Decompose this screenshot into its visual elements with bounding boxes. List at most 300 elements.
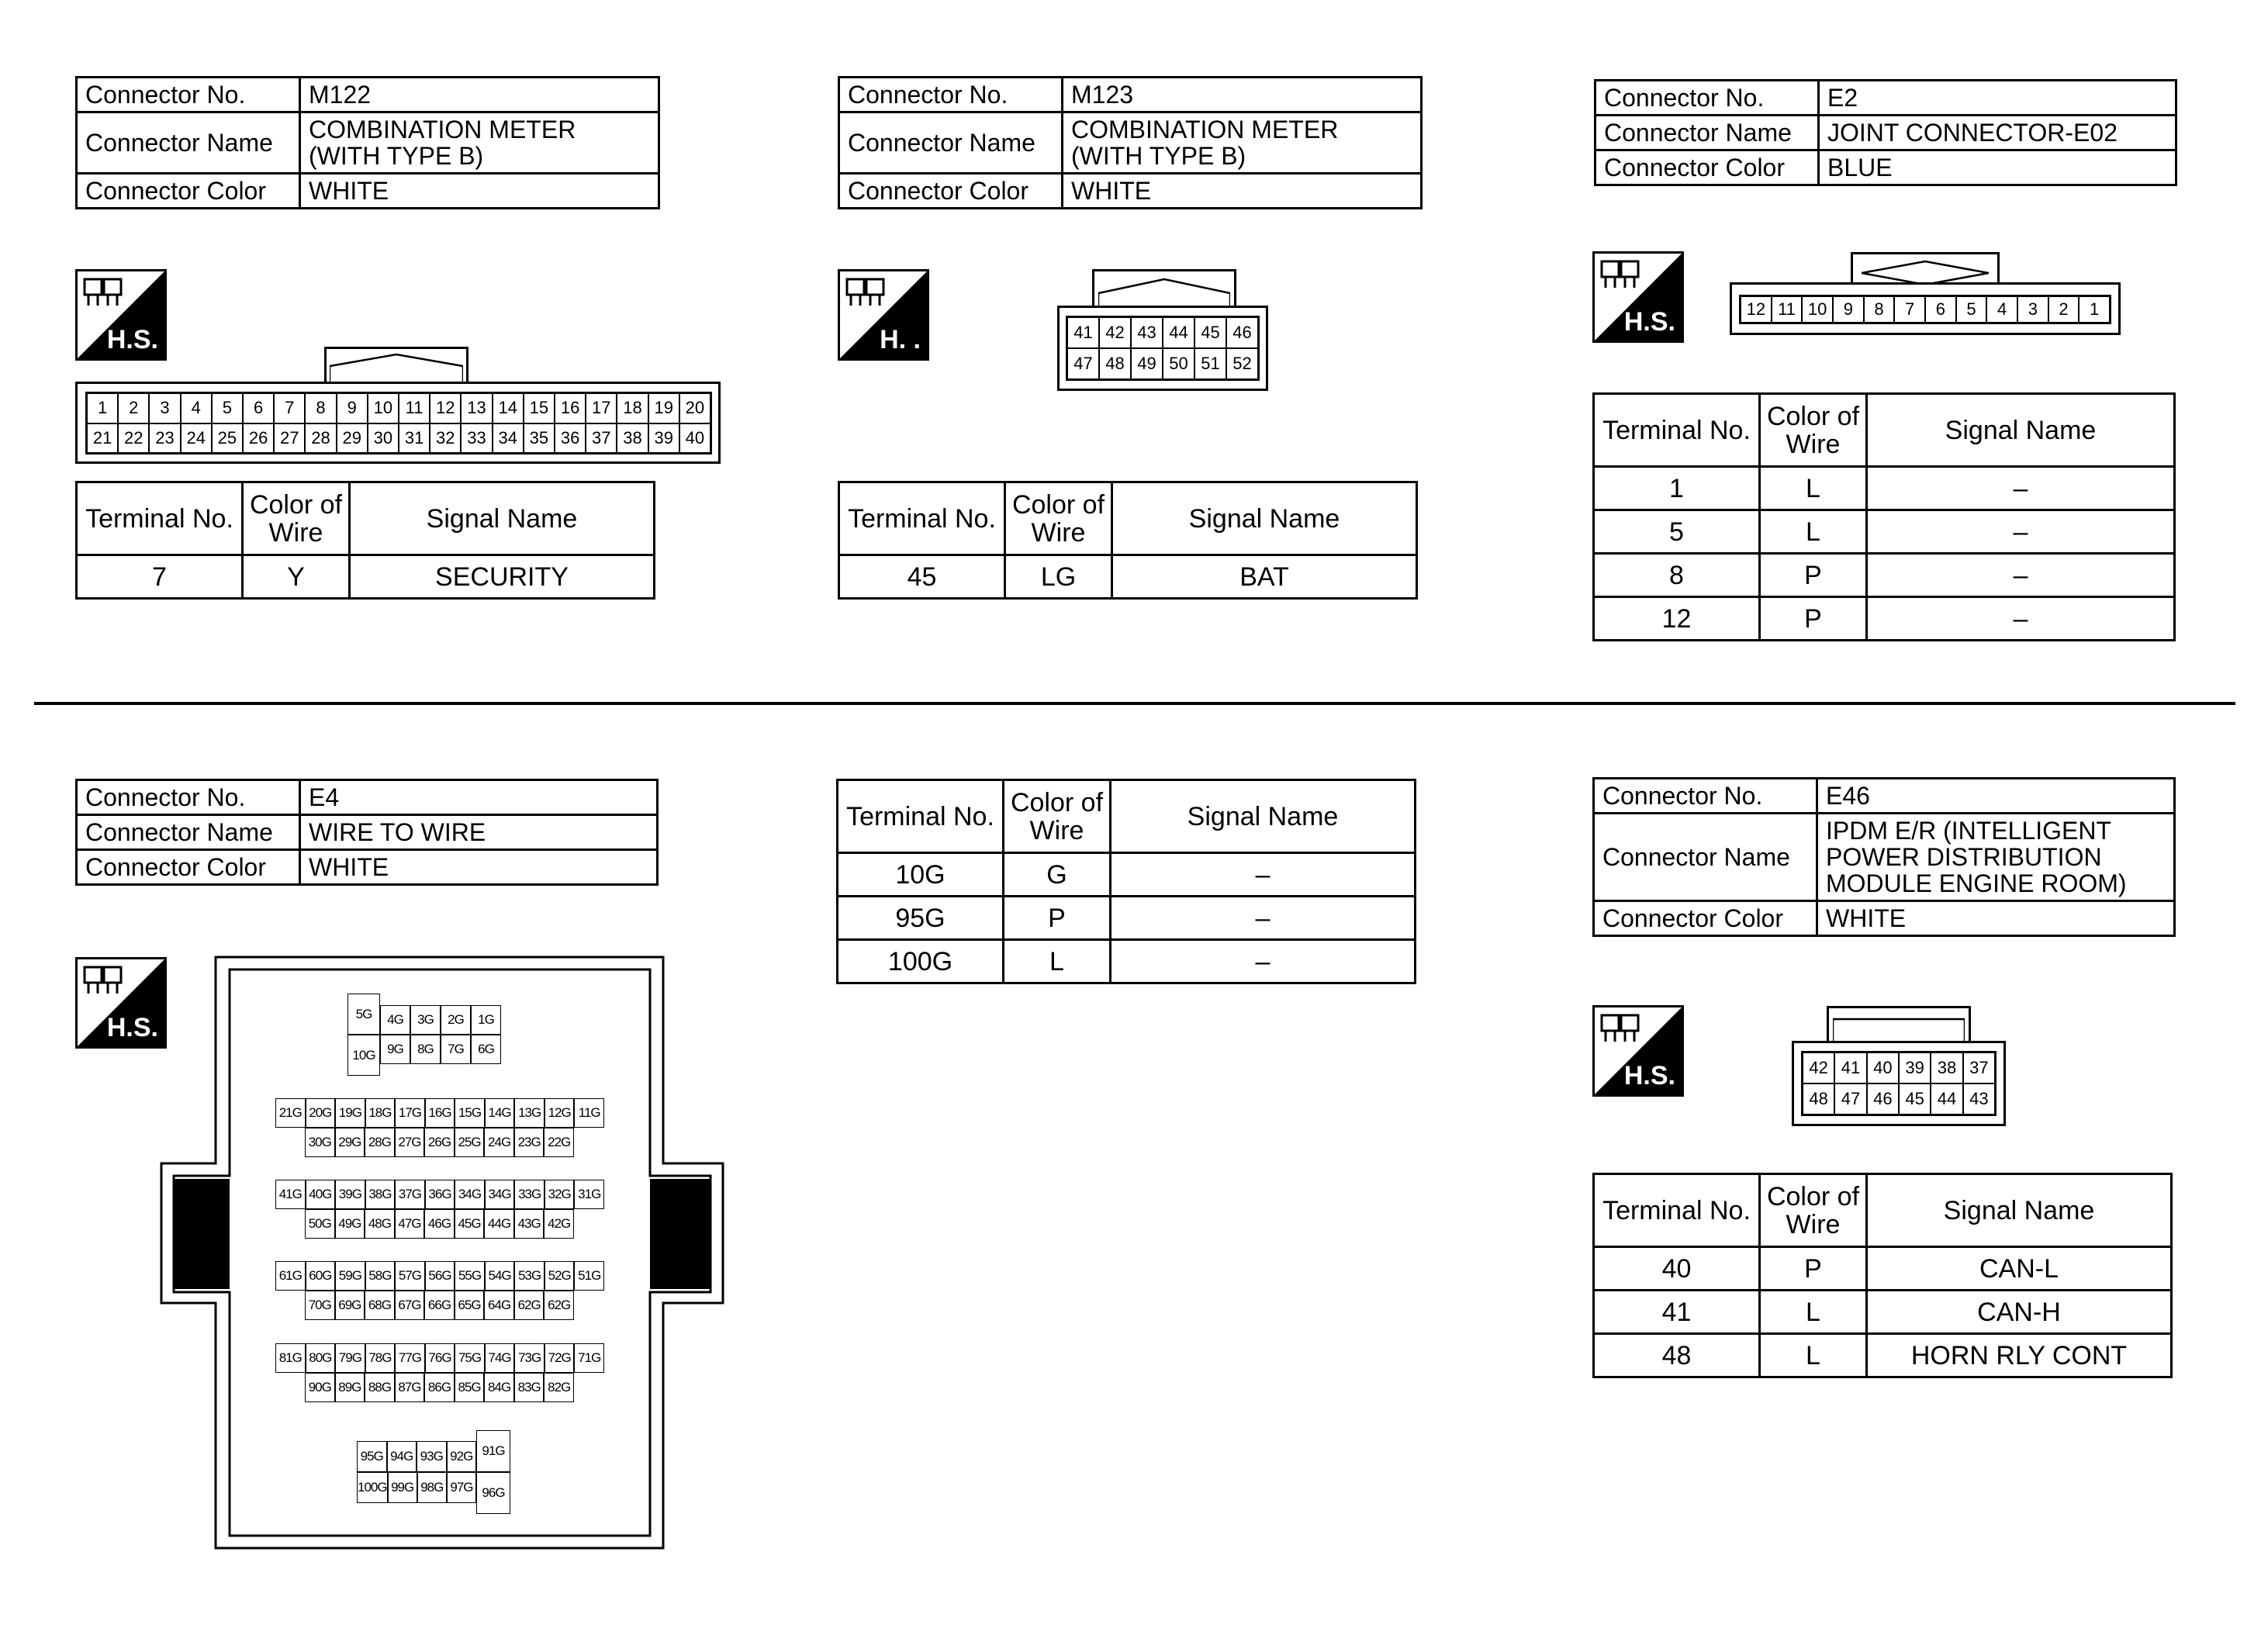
signal-name-cell: SECURITY bbox=[350, 555, 655, 599]
pin-cell: 21 bbox=[87, 423, 118, 454]
pin-cell: 97G bbox=[447, 1472, 476, 1503]
pin-cell: 34 bbox=[493, 423, 524, 454]
pin-cell: 5G bbox=[347, 994, 380, 1035]
connector-icon bbox=[845, 276, 888, 309]
pin-cell: 12 bbox=[1741, 296, 1772, 323]
pin-cell: 10G bbox=[347, 1035, 380, 1076]
color-of-wire-header: Color of Wire bbox=[1004, 780, 1111, 853]
pin-cell: 9 bbox=[1833, 296, 1864, 323]
wire-color-cell: Y bbox=[243, 555, 350, 599]
pin-cell: 92G bbox=[447, 1441, 477, 1472]
pin-cell: 7 bbox=[274, 393, 305, 423]
signal-name-cell: – bbox=[1867, 554, 2175, 597]
connector-no-label: Connector No. bbox=[77, 780, 300, 815]
pin-cell: 14G bbox=[485, 1098, 515, 1128]
pin-cell: 52 bbox=[1226, 348, 1258, 379]
pin-cell: 46G bbox=[424, 1209, 455, 1239]
m122-lock-line bbox=[330, 351, 463, 382]
pin-cell: 100G bbox=[357, 1472, 388, 1503]
connector-name-label: Connector Name bbox=[77, 112, 300, 174]
pin-cell: 80G bbox=[306, 1343, 336, 1373]
pin-cell: 32 bbox=[430, 423, 461, 454]
connector-color-label: Connector Color bbox=[1595, 150, 1819, 185]
connector-color-label: Connector Color bbox=[77, 850, 300, 885]
table-row bbox=[838, 940, 1416, 983]
table-row bbox=[1594, 597, 2175, 641]
pin-cell: 24G bbox=[484, 1128, 514, 1157]
e4-block-row1-pins bbox=[275, 1261, 604, 1291]
connector-icon bbox=[1599, 1012, 1643, 1045]
signal-name-cell: – bbox=[1867, 510, 2175, 554]
pin-cell: 16G bbox=[425, 1098, 455, 1128]
e2-info-table bbox=[1594, 79, 2177, 186]
pin-cell: 31G bbox=[574, 1180, 604, 1209]
signal-name-cell: – bbox=[1111, 940, 1416, 983]
signal-name-header: Signal Name bbox=[1112, 482, 1417, 555]
pin-cell: 94G bbox=[387, 1441, 417, 1472]
signal-name-cell: – bbox=[1867, 467, 2175, 510]
section-divider bbox=[34, 702, 2235, 705]
pin-cell: 19G bbox=[335, 1098, 365, 1128]
pin-cell: 11G bbox=[574, 1098, 604, 1128]
pin-cell: 5 bbox=[212, 393, 243, 423]
hs-label: H.S. bbox=[106, 1013, 158, 1042]
table-row bbox=[77, 555, 655, 599]
pin-cell: 69G bbox=[335, 1291, 365, 1320]
pin-cell: 46 bbox=[1867, 1083, 1899, 1115]
pin-cell: 24 bbox=[181, 423, 212, 454]
pin-cell: 42G bbox=[544, 1209, 574, 1239]
e4-block-row2-pins bbox=[305, 1291, 574, 1320]
color-of-wire-header: Color of Wire bbox=[243, 482, 350, 555]
table-row bbox=[1594, 510, 2175, 554]
pin-cell: 40G bbox=[306, 1180, 336, 1209]
pin-cell: 7G bbox=[441, 1035, 471, 1064]
pin-cell: 81G bbox=[275, 1343, 306, 1373]
pin-cell: 72G bbox=[545, 1343, 575, 1373]
pin-cell: 10 bbox=[1802, 296, 1833, 323]
terminal-no-cell: 40 bbox=[1594, 1247, 1760, 1291]
pin-cell: 37 bbox=[1963, 1052, 1995, 1083]
pin-cell: 33G bbox=[514, 1180, 545, 1209]
pin-cell: 53G bbox=[514, 1261, 545, 1291]
pin-cell: 43 bbox=[1131, 317, 1163, 348]
pin-cell: 3G bbox=[410, 1005, 441, 1035]
connector-color-value: WHITE bbox=[300, 174, 659, 209]
pin-cell: 67G bbox=[395, 1291, 425, 1320]
connector-no-value: M122 bbox=[300, 78, 659, 112]
pin-cell: 28 bbox=[305, 423, 336, 454]
pin-cell: 2 bbox=[118, 393, 149, 423]
pin-cell: 71G bbox=[574, 1343, 604, 1373]
pin-cell: 31 bbox=[399, 423, 430, 454]
connector-no-value: M123 bbox=[1063, 78, 1422, 112]
pin-cell: 22G bbox=[544, 1128, 574, 1157]
terminal-no-header: Terminal No. bbox=[838, 780, 1004, 853]
pin-cell: 28G bbox=[365, 1128, 395, 1157]
pin-cell: 12 bbox=[430, 393, 461, 423]
pin-cell: 39G bbox=[335, 1180, 365, 1209]
pin-cell: 39 bbox=[1899, 1052, 1931, 1083]
terminal-no-cell: 100G bbox=[838, 940, 1004, 983]
pin-cell: 79G bbox=[335, 1343, 365, 1373]
connector-no-value: E2 bbox=[1819, 81, 2176, 116]
pin-cell: 45G bbox=[455, 1209, 485, 1239]
pin-cell: 42 bbox=[1099, 317, 1131, 348]
hs-label: H.S. bbox=[1623, 307, 1675, 337]
pin-cell: 32G bbox=[545, 1180, 575, 1209]
pin-cell: 48G bbox=[365, 1209, 395, 1239]
pin-cell: 38 bbox=[617, 423, 648, 454]
pin-cell: 38G bbox=[365, 1180, 396, 1209]
connector-no-label: Connector No. bbox=[77, 78, 300, 112]
e2-terminal-table bbox=[1592, 392, 2176, 641]
pin-cell: 84G bbox=[484, 1373, 514, 1402]
e46-pin-grid bbox=[1801, 1051, 1997, 1116]
pin-cell: 26 bbox=[243, 423, 274, 454]
color-of-wire-header: Color of Wire bbox=[1005, 482, 1112, 555]
e4-info-table bbox=[75, 779, 659, 886]
wire-color-cell: L bbox=[1760, 1334, 1867, 1377]
pin-cell: 27G bbox=[395, 1128, 425, 1157]
hs-label: H.S. bbox=[106, 325, 158, 354]
signal-name-cell: BAT bbox=[1112, 555, 1417, 599]
wire-color-cell: P bbox=[1760, 554, 1867, 597]
pin-cell: 29G bbox=[335, 1128, 365, 1157]
pin-cell: 55G bbox=[455, 1261, 485, 1291]
signal-name-header: Signal Name bbox=[350, 482, 655, 555]
pin-cell: 61G bbox=[275, 1261, 306, 1291]
hs-label: H. . bbox=[880, 325, 921, 354]
terminal-no-cell: 45 bbox=[839, 555, 1005, 599]
e4-bottom-right-pins bbox=[476, 1430, 510, 1514]
pin-cell: 36G bbox=[425, 1180, 455, 1209]
color-of-wire-header: Color of Wire bbox=[1760, 1174, 1867, 1247]
color-of-wire-header: Color of Wire bbox=[1760, 394, 1867, 467]
table-row bbox=[839, 555, 1417, 599]
pin-cell: 62G bbox=[514, 1291, 545, 1320]
pin-cell: 25 bbox=[212, 423, 243, 454]
pin-cell: 15G bbox=[455, 1098, 485, 1128]
pin-cell: 15 bbox=[524, 393, 555, 423]
pin-cell: 2 bbox=[2048, 296, 2079, 323]
connector-color-value: WHITE bbox=[1817, 901, 2175, 936]
pin-cell: 12G bbox=[545, 1098, 575, 1128]
connector-no-value: E4 bbox=[300, 780, 658, 815]
pin-cell: 11 bbox=[1772, 296, 1803, 323]
pin-cell: 66G bbox=[424, 1291, 455, 1320]
m123-terminal-table bbox=[838, 481, 1418, 600]
connector-name-value: WIRE TO WIRE bbox=[300, 815, 658, 850]
e4-bottom-row1-pins bbox=[357, 1441, 476, 1472]
pin-cell: 3 bbox=[149, 393, 180, 423]
pin-cell: 33 bbox=[461, 423, 492, 454]
signal-name-cell: – bbox=[1111, 897, 1416, 940]
m122-terminal-table bbox=[75, 481, 655, 600]
connector-color-label: Connector Color bbox=[839, 174, 1063, 209]
signal-name-header: Signal Name bbox=[1867, 1174, 2172, 1247]
pin-cell: 73G bbox=[514, 1343, 545, 1373]
connector-icon bbox=[82, 964, 126, 997]
pin-cell: 20G bbox=[306, 1098, 336, 1128]
pin-cell: 65G bbox=[455, 1291, 485, 1320]
harness-side-badge bbox=[75, 269, 167, 361]
pin-cell: 13 bbox=[461, 393, 492, 423]
connector-icon bbox=[82, 276, 126, 309]
connector-color-value: WHITE bbox=[300, 850, 658, 885]
pin-cell: 6G bbox=[471, 1035, 501, 1064]
wire-color-cell: L bbox=[1760, 1291, 1867, 1334]
pin-cell: 14 bbox=[493, 393, 524, 423]
terminal-no-cell: 95G bbox=[838, 897, 1004, 940]
pin-cell: 54G bbox=[485, 1261, 515, 1291]
e4-block-row2-pins bbox=[305, 1209, 574, 1239]
terminal-no-header: Terminal No. bbox=[77, 482, 243, 555]
pin-cell: 4 bbox=[181, 393, 212, 423]
pin-cell: 95G bbox=[357, 1441, 387, 1472]
signal-name-cell: HORN RLY CONT bbox=[1867, 1334, 2172, 1377]
wire-color-cell: P bbox=[1760, 597, 1867, 641]
pin-cell: 9 bbox=[337, 393, 368, 423]
pin-cell: 50 bbox=[1163, 348, 1194, 379]
pin-cell: 6 bbox=[243, 393, 274, 423]
wire-color-cell: G bbox=[1004, 853, 1111, 897]
pin-cell: 4G bbox=[380, 1005, 410, 1035]
m122-pin-grid bbox=[85, 392, 712, 454]
pin-cell: 30 bbox=[368, 423, 399, 454]
pin-cell: 42 bbox=[1803, 1052, 1834, 1083]
terminal-no-header: Terminal No. bbox=[1594, 1174, 1760, 1247]
pin-cell: 44G bbox=[484, 1209, 514, 1239]
terminal-no-cell: 1 bbox=[1594, 467, 1760, 510]
pin-cell: 17G bbox=[395, 1098, 425, 1128]
wire-color-cell: L bbox=[1004, 940, 1111, 983]
pin-cell: 19 bbox=[648, 393, 679, 423]
pin-cell: 26G bbox=[424, 1128, 455, 1157]
pin-cell: 75G bbox=[455, 1343, 485, 1373]
pin-cell: 23G bbox=[514, 1128, 545, 1157]
pin-cell: 35 bbox=[524, 423, 555, 454]
pin-cell: 58G bbox=[365, 1261, 396, 1291]
e4-terminal-table bbox=[836, 779, 1416, 984]
pin-cell: 43G bbox=[514, 1209, 545, 1239]
table-row bbox=[1594, 1247, 2172, 1291]
table-row bbox=[1594, 1334, 2172, 1377]
pin-cell: 41G bbox=[275, 1180, 306, 1209]
e46-terminal-table bbox=[1592, 1173, 2173, 1378]
table-row bbox=[838, 897, 1416, 940]
harness-side-badge bbox=[1592, 251, 1684, 343]
pin-cell: 27 bbox=[274, 423, 305, 454]
harness-side-badge bbox=[838, 269, 929, 361]
signal-name-cell: CAN-H bbox=[1867, 1291, 2172, 1334]
pin-cell: 90G bbox=[305, 1373, 335, 1402]
table-row bbox=[838, 853, 1416, 897]
terminal-no-cell: 12 bbox=[1594, 597, 1760, 641]
pin-cell: 52G bbox=[545, 1261, 575, 1291]
pin-cell: 20 bbox=[679, 393, 710, 423]
pin-cell: 74G bbox=[485, 1343, 515, 1373]
terminal-no-cell: 8 bbox=[1594, 554, 1760, 597]
pin-cell: 13G bbox=[514, 1098, 545, 1128]
e4-top-left-pins bbox=[347, 994, 380, 1076]
connector-name-value: COMBINATION METER (WITH TYPE B) bbox=[300, 112, 659, 174]
connector-no-value: E46 bbox=[1817, 779, 2175, 814]
pin-cell: 44 bbox=[1163, 317, 1194, 348]
pin-cell: 89G bbox=[335, 1373, 365, 1402]
pin-cell: 51G bbox=[574, 1261, 604, 1291]
signal-name-header: Signal Name bbox=[1111, 780, 1416, 853]
pin-cell: 99G bbox=[388, 1472, 417, 1503]
pin-cell: 34G bbox=[485, 1180, 515, 1209]
connector-name-value: JOINT CONNECTOR-E02 bbox=[1819, 116, 2176, 150]
e4-block-row2-pins bbox=[305, 1373, 574, 1402]
e4-block-row1-pins bbox=[275, 1343, 604, 1373]
pin-cell: 17 bbox=[586, 393, 617, 423]
wire-color-cell: L bbox=[1760, 467, 1867, 510]
pin-cell: 86G bbox=[424, 1373, 455, 1402]
pin-cell: 7 bbox=[1894, 296, 1925, 323]
e4-bottom-row2-pins bbox=[357, 1472, 476, 1503]
pin-cell: 78G bbox=[365, 1343, 396, 1373]
m123-lock-line bbox=[1098, 275, 1230, 306]
connector-name-value: COMBINATION METER (WITH TYPE B) bbox=[1063, 112, 1422, 174]
terminal-no-cell: 10G bbox=[838, 853, 1004, 897]
pin-cell: 1 bbox=[87, 393, 118, 423]
connector-name-label: Connector Name bbox=[839, 112, 1063, 174]
pin-cell: 4 bbox=[1986, 296, 2017, 323]
pin-cell: 40 bbox=[679, 423, 710, 454]
pin-cell: 25G bbox=[455, 1128, 485, 1157]
pin-cell: 62G bbox=[544, 1291, 574, 1320]
pin-cell: 38 bbox=[1931, 1052, 1962, 1083]
pin-cell: 59G bbox=[335, 1261, 365, 1291]
pin-cell: 22 bbox=[118, 423, 149, 454]
connector-name-label: Connector Name bbox=[1594, 814, 1817, 901]
m123-pin-grid bbox=[1066, 316, 1260, 381]
e4-block-row1-pins bbox=[275, 1180, 604, 1209]
table-row bbox=[1594, 554, 2175, 597]
pin-cell: 1G bbox=[471, 1005, 501, 1035]
terminal-no-header: Terminal No. bbox=[1594, 394, 1760, 467]
pin-cell: 29 bbox=[337, 423, 368, 454]
connector-name-value: IPDM E/R (INTELLIGENT POWER DISTRIBUTION MODULE ENGINE ROOM) bbox=[1817, 814, 2175, 901]
pin-cell: 8 bbox=[305, 393, 336, 423]
wire-color-cell: L bbox=[1760, 510, 1867, 554]
harness-side-badge bbox=[1592, 1005, 1684, 1097]
pin-cell: 23 bbox=[149, 423, 180, 454]
pin-cell: 2G bbox=[441, 1005, 471, 1035]
pin-cell: 37 bbox=[586, 423, 617, 454]
e46-lock-line bbox=[1833, 1011, 1965, 1041]
pin-cell: 77G bbox=[395, 1343, 425, 1373]
connector-name-label: Connector Name bbox=[1595, 116, 1819, 150]
connector-color-value: WHITE bbox=[1063, 174, 1422, 209]
pin-cell: 47 bbox=[1067, 348, 1099, 379]
pin-cell: 57G bbox=[395, 1261, 425, 1291]
pin-cell: 41 bbox=[1834, 1052, 1866, 1083]
pin-cell: 68G bbox=[365, 1291, 395, 1320]
pin-cell: 43 bbox=[1963, 1083, 1995, 1115]
pin-cell: 46 bbox=[1226, 317, 1258, 348]
pin-cell: 91G bbox=[476, 1430, 510, 1472]
signal-name-cell: CAN-L bbox=[1867, 1247, 2172, 1291]
connector-no-label: Connector No. bbox=[1594, 779, 1817, 814]
pin-cell: 34G bbox=[455, 1180, 485, 1209]
pin-cell: 21G bbox=[275, 1098, 306, 1128]
pin-cell: 3 bbox=[2017, 296, 2048, 323]
connector-icon bbox=[1599, 258, 1643, 291]
terminal-no-cell: 41 bbox=[1594, 1291, 1760, 1334]
e4-top-row1-pins bbox=[380, 1005, 501, 1035]
table-row bbox=[1594, 1291, 2172, 1334]
pin-cell: 44 bbox=[1931, 1083, 1962, 1115]
pin-cell: 88G bbox=[365, 1373, 395, 1402]
pin-cell: 45 bbox=[1899, 1083, 1931, 1115]
pin-cell: 93G bbox=[417, 1441, 447, 1472]
pin-cell: 9G bbox=[380, 1035, 410, 1064]
table-row bbox=[1594, 467, 2175, 510]
e46-info-table bbox=[1592, 777, 2176, 937]
terminal-no-cell: 48 bbox=[1594, 1334, 1760, 1377]
signal-name-header: Signal Name bbox=[1867, 394, 2175, 467]
pin-cell: 1 bbox=[2079, 296, 2110, 323]
connector-no-label: Connector No. bbox=[839, 78, 1063, 112]
pin-cell: 76G bbox=[425, 1343, 455, 1373]
pin-cell: 96G bbox=[476, 1472, 510, 1514]
terminal-no-header: Terminal No. bbox=[839, 482, 1005, 555]
pin-cell: 49 bbox=[1131, 348, 1163, 379]
pin-cell: 70G bbox=[305, 1291, 335, 1320]
pin-cell: 6 bbox=[1925, 296, 1956, 323]
m122-info-table bbox=[75, 76, 660, 209]
e4-block-row2-pins bbox=[305, 1128, 574, 1157]
pin-cell: 47 bbox=[1834, 1083, 1866, 1115]
pin-cell: 82G bbox=[544, 1373, 574, 1402]
e2-pin-grid bbox=[1739, 295, 2111, 324]
pin-cell: 30G bbox=[305, 1128, 335, 1157]
wire-color-cell: LG bbox=[1005, 555, 1112, 599]
terminal-no-cell: 7 bbox=[77, 555, 243, 599]
pin-cell: 5 bbox=[1956, 296, 1987, 323]
pin-cell: 98G bbox=[417, 1472, 447, 1503]
pin-cell: 50G bbox=[305, 1209, 335, 1239]
signal-name-cell: – bbox=[1867, 597, 2175, 641]
e4-block-row1-pins bbox=[275, 1098, 604, 1128]
wire-color-cell: P bbox=[1760, 1247, 1867, 1291]
connector-color-label: Connector Color bbox=[1594, 901, 1817, 936]
pin-cell: 83G bbox=[514, 1373, 545, 1402]
wire-color-cell: P bbox=[1004, 897, 1111, 940]
pin-cell: 64G bbox=[484, 1291, 514, 1320]
pin-cell: 16 bbox=[555, 393, 586, 423]
pin-cell: 45 bbox=[1194, 317, 1226, 348]
pin-cell: 18 bbox=[617, 393, 648, 423]
pin-cell: 48 bbox=[1099, 348, 1131, 379]
harness-side-badge bbox=[75, 957, 167, 1049]
pin-cell: 56G bbox=[425, 1261, 455, 1291]
pin-cell: 85G bbox=[455, 1373, 485, 1402]
pin-cell: 8G bbox=[410, 1035, 441, 1064]
pin-cell: 37G bbox=[395, 1180, 425, 1209]
signal-name-cell: – bbox=[1111, 853, 1416, 897]
pin-cell: 40 bbox=[1867, 1052, 1899, 1083]
hs-label: H.S. bbox=[1623, 1061, 1675, 1090]
e4-top-row2-pins bbox=[380, 1035, 501, 1064]
pin-cell: 51 bbox=[1194, 348, 1226, 379]
connector-no-label: Connector No. bbox=[1595, 81, 1819, 116]
pin-cell: 47G bbox=[395, 1209, 425, 1239]
